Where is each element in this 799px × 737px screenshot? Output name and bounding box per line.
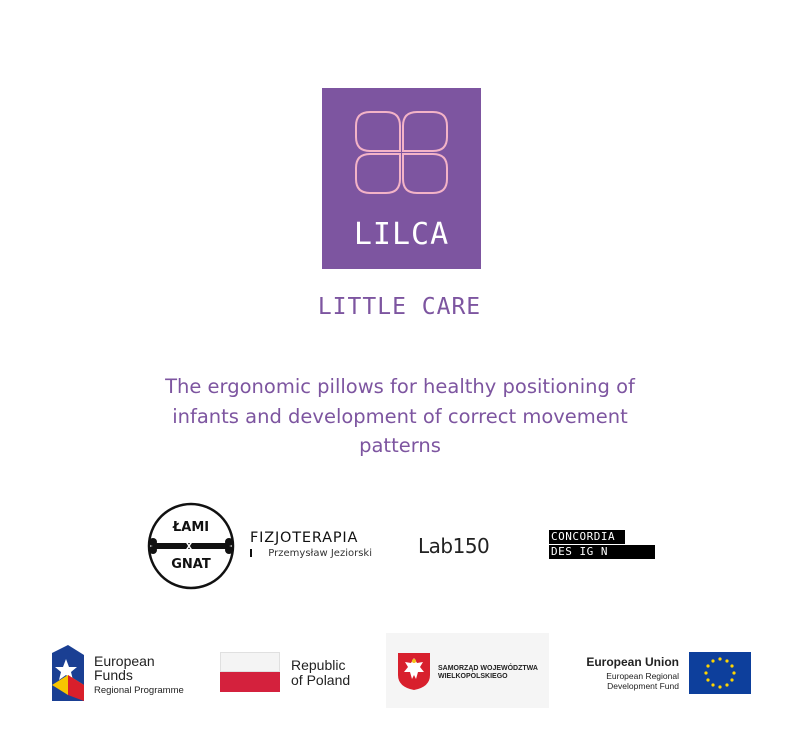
- european-text: European: [94, 653, 155, 669]
- description: The ergonomic pillows for healthy positioning of infants and development of correct movement patterns: [165, 375, 635, 457]
- gnat-text: GNAT: [171, 557, 211, 572]
- concordia-text: CONCORDIA: [549, 530, 625, 544]
- logo-name: LILCA: [353, 217, 450, 252]
- european-union-logo: [579, 652, 751, 694]
- european-funds-logo: [52, 645, 197, 701]
- fizjoterapia-logo: [250, 530, 374, 560]
- fizjoterapia-person: Przemysław Jeziorski: [268, 548, 372, 559]
- regional-programme-text: Regional Programme: [94, 685, 184, 696]
- erdf-text-line2: Development Fund: [607, 681, 679, 691]
- erdf-text-line1: European Regional: [606, 671, 679, 681]
- samorzad-text-line2: WIELKOPOLSKIEGO: [438, 673, 508, 680]
- european-union-text: European Union: [586, 655, 679, 669]
- tagline: LITTLE CARE: [317, 294, 482, 320]
- eagle-coat-of-arms-icon: [396, 651, 432, 691]
- funds-text: Funds: [94, 667, 133, 683]
- republic-text: Republic: [291, 657, 346, 673]
- european-funds-star-icon: [52, 645, 84, 701]
- concordia-design-logo: [549, 530, 655, 559]
- eu-flag-icon: [689, 652, 751, 694]
- polish-flag-icon: [220, 652, 280, 672]
- lami-gnat-logo: [147, 502, 235, 590]
- republic-of-poland-logo: [220, 652, 360, 692]
- design-text: DES IG N: [549, 545, 655, 559]
- of-poland-text: of Poland: [291, 672, 351, 688]
- samorzad-text-line1: SAMORZĄD WOJEWÓDZTWA: [438, 665, 538, 672]
- bone-icon: [147, 502, 235, 590]
- fizjoterapia-mark: [250, 549, 252, 557]
- polish-flag-red-stripe: [220, 672, 280, 692]
- lilca-logo: [322, 88, 481, 269]
- samorzad-logo: [386, 633, 549, 708]
- lab150-logo: Lab150: [418, 534, 490, 558]
- fizjoterapia-name: FIZJOTERAPIA: [250, 530, 359, 546]
- lami-text: ŁAMI: [172, 520, 210, 535]
